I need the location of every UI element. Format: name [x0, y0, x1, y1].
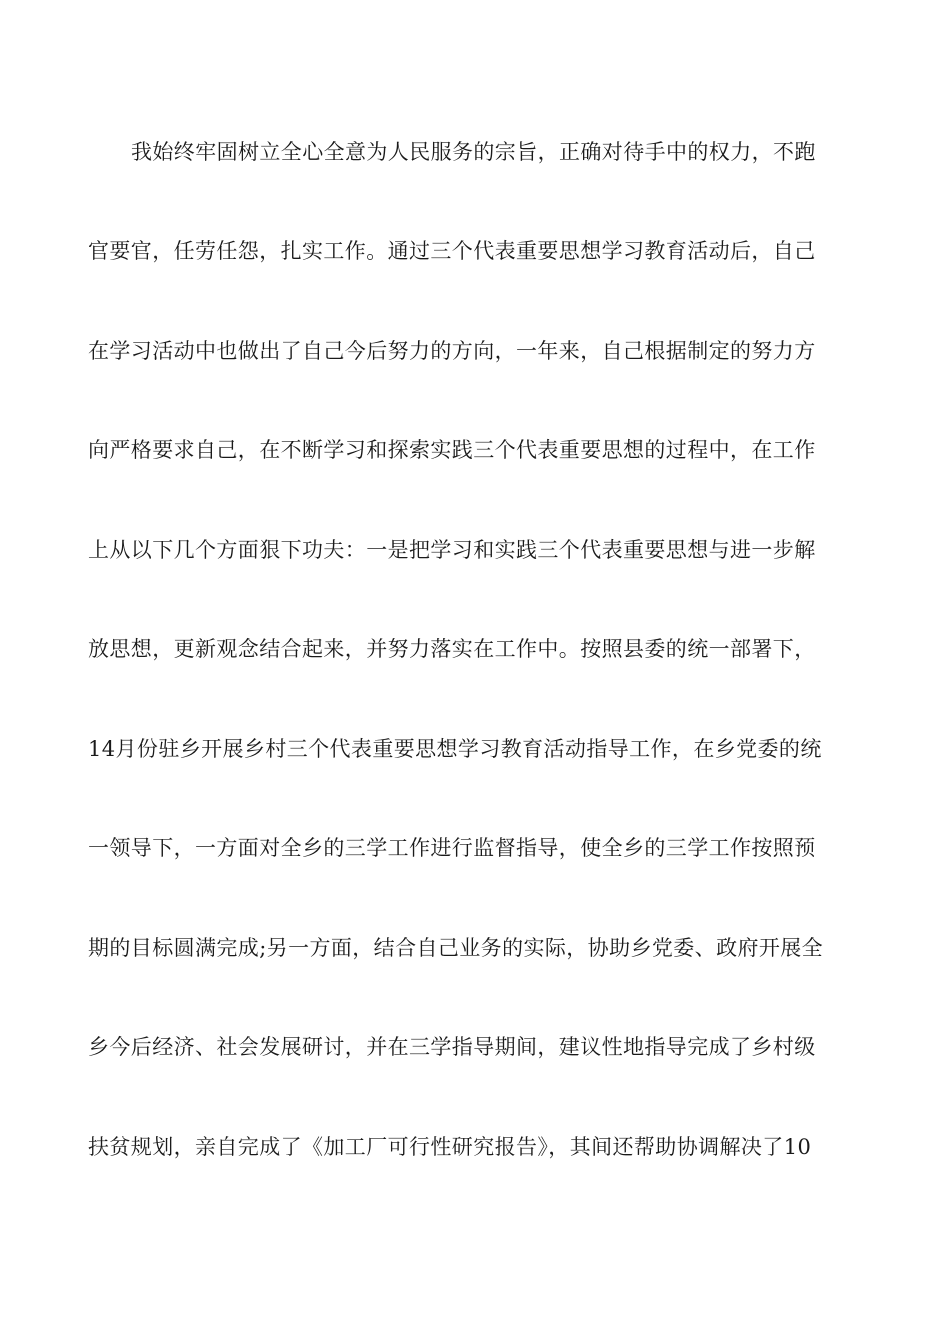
paragraph-line: 扶贫规划，亲自完成了《加工厂可行性研究报告》，其间还帮助协调解决了10: [88, 1135, 812, 1159]
paragraph-line: 乡今后经济、社会发展研讨，并在三学指导期间，建议性地指导完成了乡村级: [88, 1035, 816, 1059]
paragraph-line: 我始终牢固树立全心全意为人民服务的宗旨，正确对待手中的权力，不跑: [131, 140, 816, 164]
paragraph-line: 官要官，任劳任怨，扎实工作。通过三个代表重要思想学习教育活动后，自己: [88, 239, 816, 263]
paragraph-line: 向严格要求自己，在不断学习和探索实践三个代表重要思想的过程中，在工作: [88, 438, 816, 462]
paragraph-line: 在学习活动中也做出了自己今后努力的方向，一年来，自己根据制定的努力方: [88, 339, 816, 363]
paragraph-line: 一领导下，一方面对全乡的三学工作进行监督指导，使全乡的三学工作按照预: [88, 836, 816, 860]
paragraph-line: 期的目标圆满完成;另一方面，结合自己业务的实际，协助乡党委、政府开展全: [88, 936, 824, 960]
paragraph-line: 放思想，更新观念结合起来，并努力落实在工作中。按照县委的统一部署下，: [88, 637, 816, 661]
paragraph-line: 上从以下几个方面狠下功夫：一是把学习和实践三个代表重要思想与进一步解: [88, 538, 816, 562]
paragraph-line: 14月份驻乡开展乡村三个代表重要思想学习教育活动指导工作，在乡党委的统: [88, 737, 822, 761]
